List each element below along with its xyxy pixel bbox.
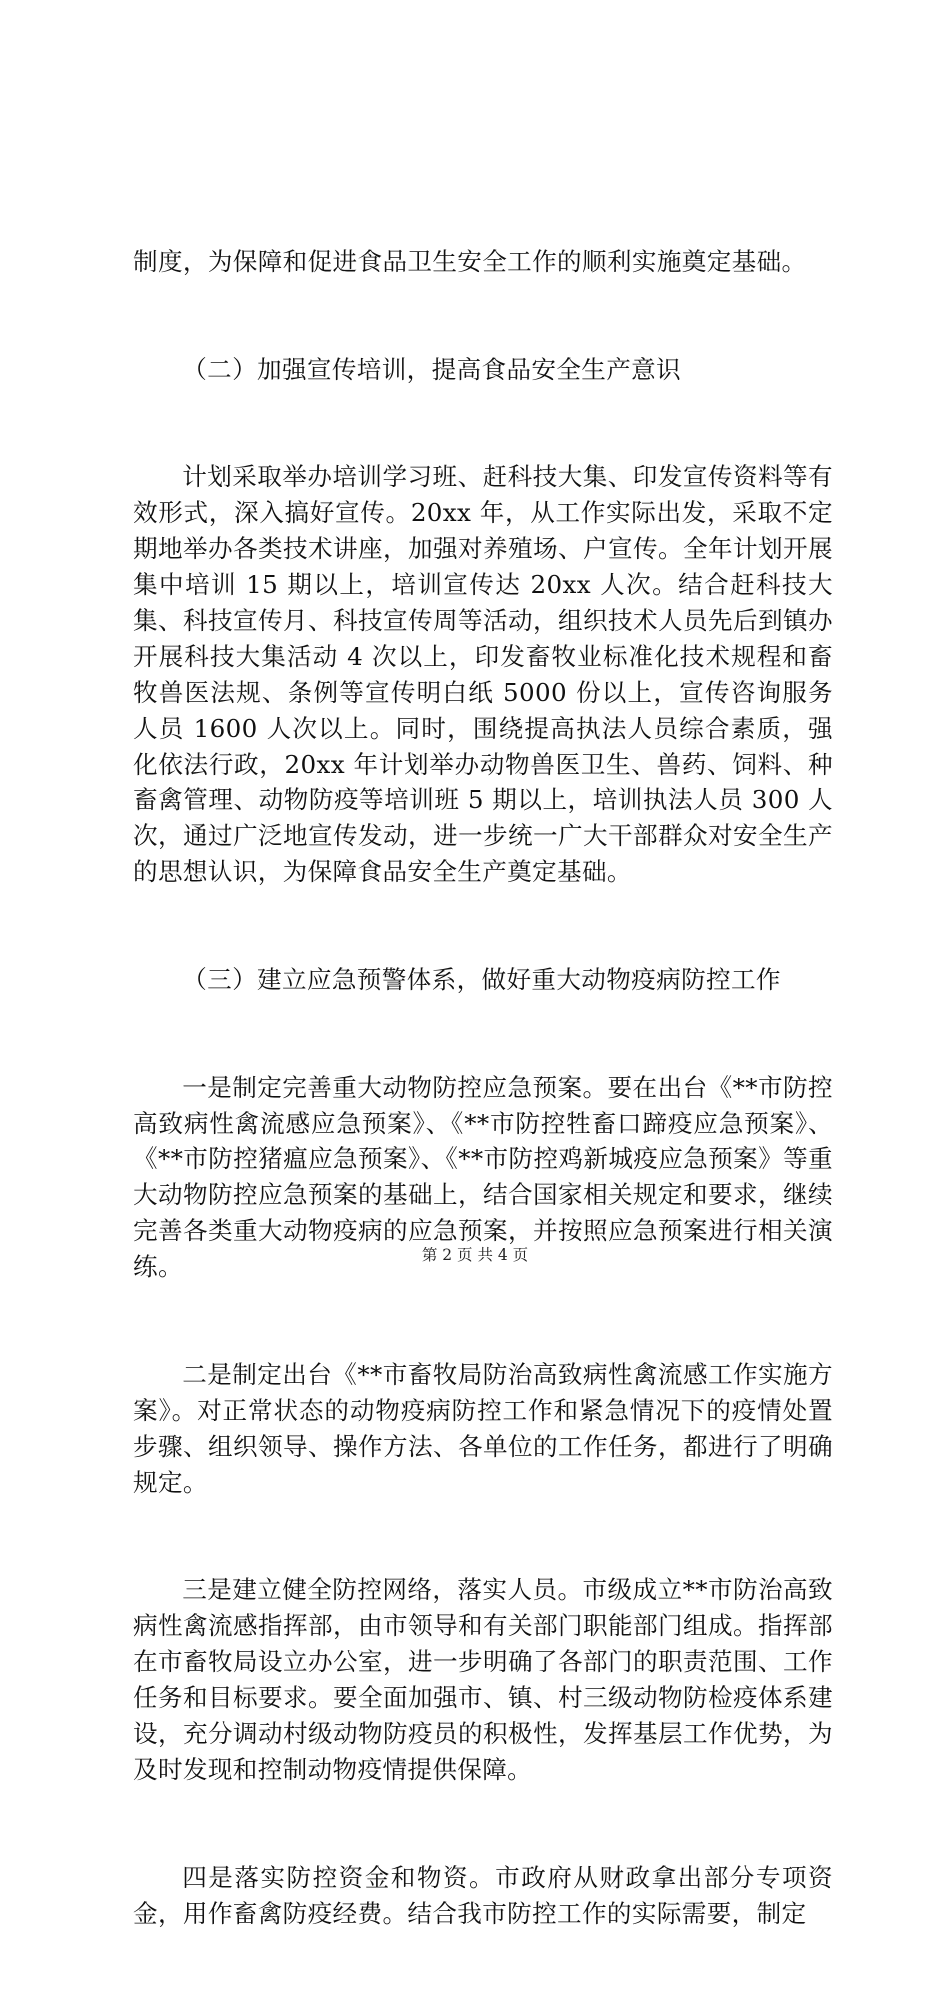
paragraph-control-network: 三是建立健全防控网络，落实人员。市级成立**市防治高致病性禽流感指挥部，由市领导和有关部门职能部门组成。指挥部在市畜牧局设立办公室，进一步明确了各部门的职责范围、工作任务和目标要求。要全面加强市、镇、村三级动物防检疫体系建设，充分调动村级动物防疫员的积极性，发挥基层工作优势，为及时发现和控制动物疫情提供保障。 xyxy=(133,1575,833,1784)
paragraph-implementation-plan: 二是制定出台《**市畜牧局防治高致病性禽流感工作实施方案》。对正常状态的动物疫病防控工作和紧急情况下的疫情处置步骤、组织领导、操作方法、各单位的工作任务，都进行了明确规定。 xyxy=(133,1359,833,1497)
paragraph-funds-materials: 四是落实防控资金和物资。市政府从财政拿出部分专项资金，用作畜禽防疫经费。结合我市防控工作的实际需要，制定 xyxy=(133,1862,833,1928)
paragraph-training: 计划采取举办培训学习班、赶科技大集、印发宣传资料等有效形式，深入搞好宣传。20xx 年，从工作实际出发，采取不定期地举办各类技术讲座，加强对养殖场、户宣传。全年计划开展集中培训 15 期以上，培训宣传达 20xx 人次。结合赶科技大集、科技宣传月、科技宣传周等活动，组织技术人员先后到镇办开展科技大集活动 4 次以上，印发畜牧业标准化技术规程和畜牧兽医法规、条例等宣传明白纸 5000 份以上，宣传咨询服务人员 1600 人次以上。同时，围绕提高执法人员综合素质，强化依法行政，20xx 年计划举办动物兽医卫生、兽药、饲料、种畜禽管理、动物防疫等培训班 5 期以上，培训执法人员 300 人次，通过广泛地宣传发动，进一步统一广大干部群众对安全生产的思想认识，为保障食品安全生产奠定基础。 xyxy=(133,462,833,887)
page-number-footer: 第 2 页 共 4 页 xyxy=(421,1246,529,1264)
section-heading-3: （三）建立应急预警体系，做好重大动物疫病防控工作 xyxy=(182,964,781,994)
document-body xyxy=(133,172,833,2003)
continuation-paragraph: 制度，为保障和促进食品卫生安全工作的顺利实施奠定基础。 xyxy=(133,246,807,276)
section-heading-2: （二）加强宣传培训，提高食品安全生产意识 xyxy=(182,354,682,384)
paragraph-emergency-plan: 一是制定完善重大动物防控应急预案。要在出台《**市防控高致病性禽流感应急预案》、《**市防控牲畜口蹄疫应急预案》、《**市防控猪瘟应急预案》、《**市防控鸡新城疫应急预案》等重大动物防控应急预案的基础上，结合国家相关规定和要求，继续完善各类重大动物疫病的应急预案，并按照应急预案进行相关演练。 xyxy=(133,1072,833,1282)
